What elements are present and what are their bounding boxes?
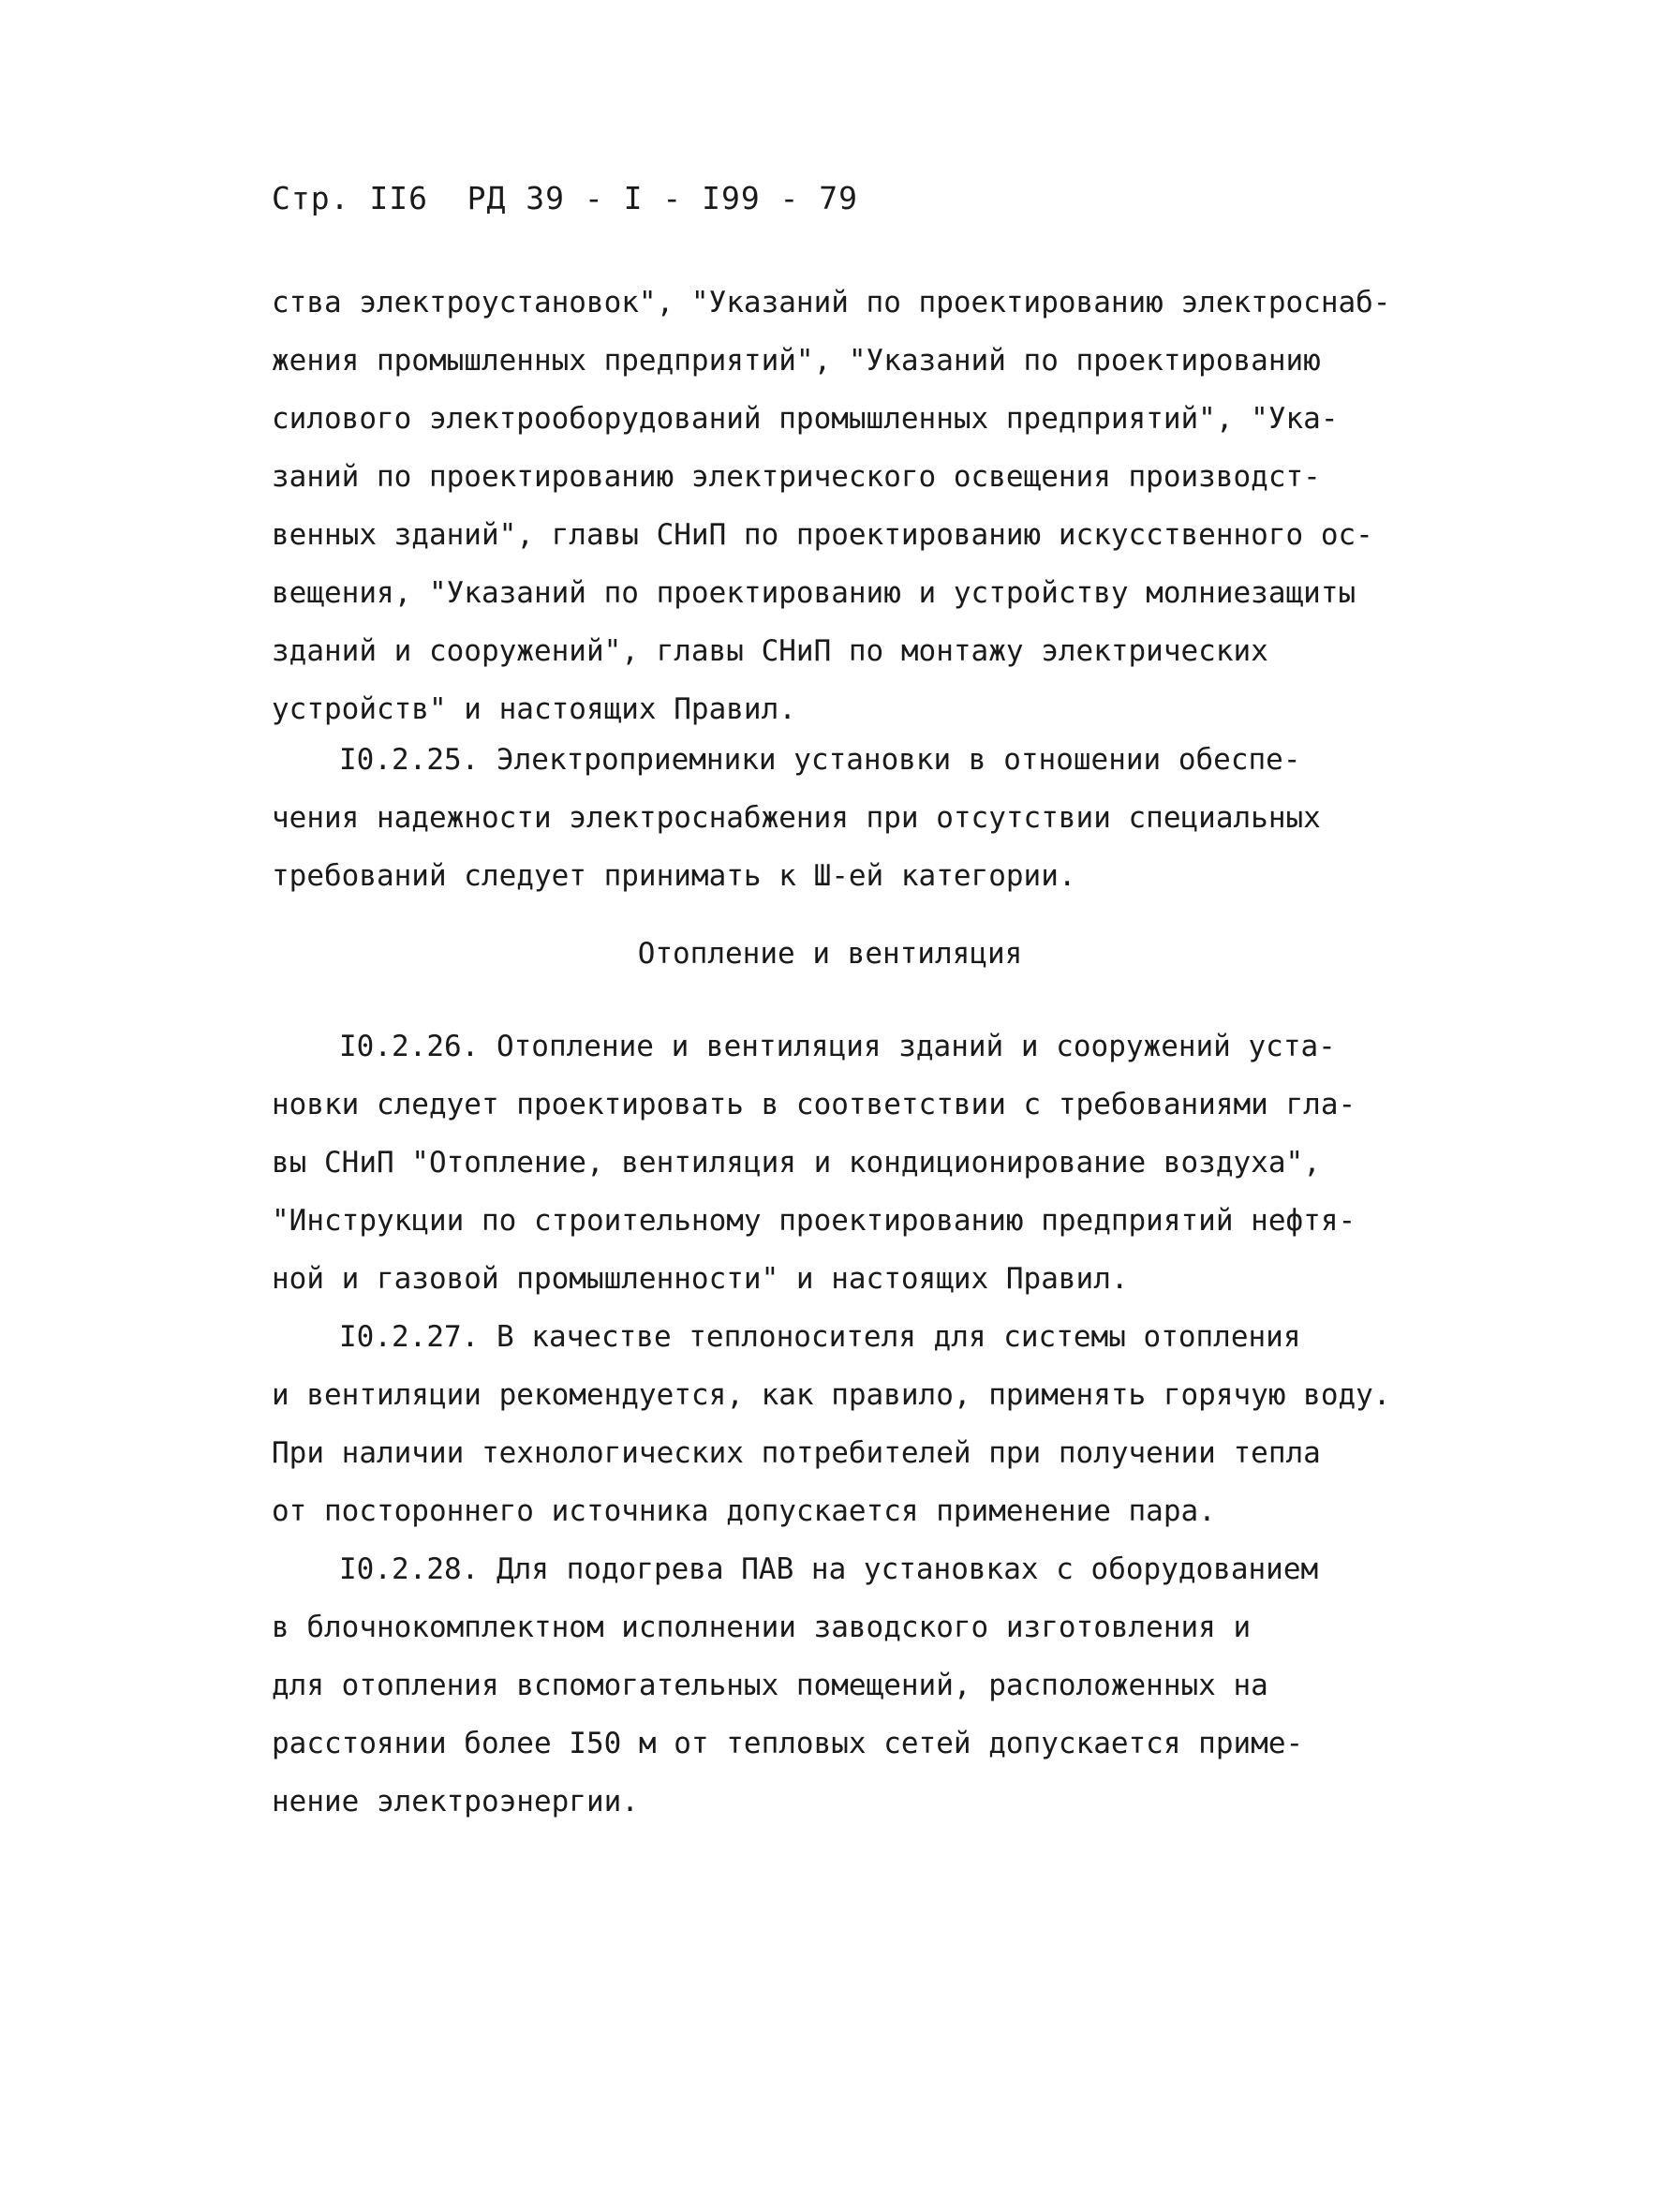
text-line: "Инструкции по строительному проектированию предприятий нефтя- xyxy=(272,1204,1356,1238)
paragraph-10-2-28 xyxy=(272,1540,1424,1831)
text-line: устройств" и настоящих Правил. xyxy=(272,692,796,726)
text-line: ства электроустановок", "Указаний по проектированию электроснаб- xyxy=(272,286,1391,319)
text-line: от постороннего источника допускается применение пара. xyxy=(272,1494,1216,1528)
text-line: для отопления вспомогательных помещений, расположенных на xyxy=(272,1669,1268,1702)
text-line: заний по проектированию электрического освещения производст- xyxy=(272,460,1321,494)
text-line: вещения, "Указаний по проектированию и устройству молниезащиты xyxy=(272,576,1356,610)
text-line: I0.2.28. Для подогрева ПАВ на установках с оборудованием xyxy=(339,1552,1319,1586)
paragraph-10-2-27 xyxy=(272,1308,1424,1540)
text-line: При наличии технологических потребителей при получении тепла xyxy=(272,1436,1321,1470)
page-header: Стр. II6 РД 39 - I - I99 - 79 xyxy=(272,180,859,216)
paragraph-continued xyxy=(272,274,1424,738)
text-line: требований следует принимать к Ш-ей категории. xyxy=(272,859,1076,893)
text-line: новки следует проектировать в соответствии с требованиями гла- xyxy=(272,1088,1356,1121)
text-line: I0.2.27. В качестве теплоносителя для системы отопления xyxy=(339,1320,1301,1354)
paragraph-10-2-25 xyxy=(272,731,1424,905)
text-line: и вентиляции рекомендуется, как правило, применять горячую воду. xyxy=(272,1378,1391,1412)
text-line: I0.2.26. Отопление и вентиляция зданий и сооружений уста- xyxy=(339,1030,1336,1063)
section-title: Отопление и вентиляция xyxy=(637,937,1023,971)
text-line: силового электрооборудований промышленных предприятий", "Ука- xyxy=(272,402,1339,436)
text-line: зданий и сооружений", главы СНиП по монтажу электрических xyxy=(272,634,1268,668)
text-line: расстоянии более I50 м от тепловых сетей допускается приме- xyxy=(272,1727,1304,1760)
text-line: вы СНиП "Отопление, вентиляция и кондиционирование воздуха", xyxy=(272,1146,1321,1180)
text-line: I0.2.25. Электроприемники установки в отношении обеспе- xyxy=(339,743,1301,777)
text-line: жения промышленных предприятий", "Указаний по проектированию xyxy=(272,344,1321,378)
text-line: чения надежности электроснабжения при отсутствии специальных xyxy=(272,801,1321,835)
text-line: венных зданий", главы СНиП по проектированию искусственного ос- xyxy=(272,518,1373,552)
text-line: в блочнокомплектном исполнении заводского изготовления и xyxy=(272,1611,1252,1644)
text-line: нение электроэнергии. xyxy=(272,1785,639,1819)
paragraph-10-2-26 xyxy=(272,1017,1424,1308)
text-line: ной и газовой промышленности" и настоящих Правил. xyxy=(272,1262,1129,1296)
